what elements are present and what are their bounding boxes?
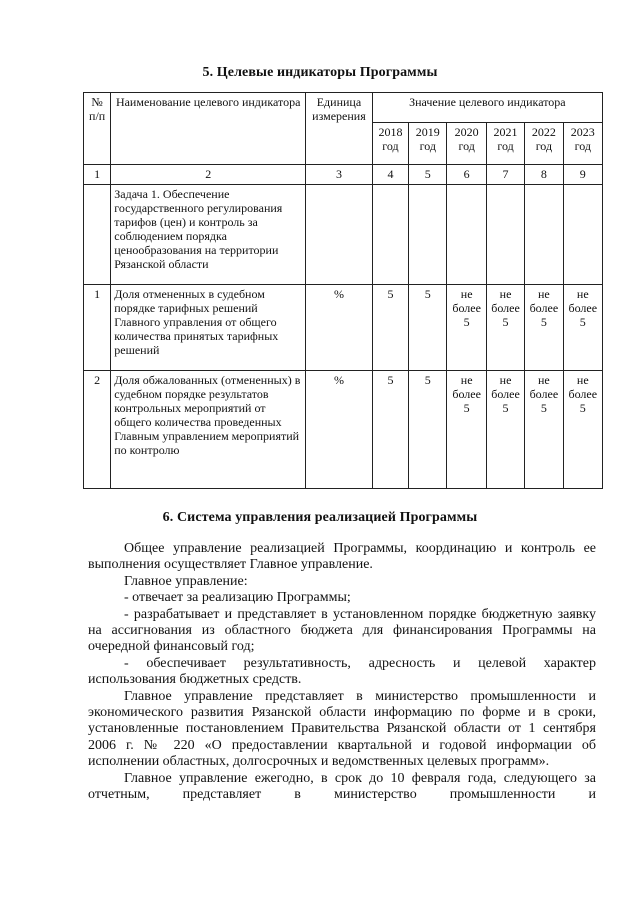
list-item: - отвечает за реализацию Программы; xyxy=(124,590,351,606)
col-number: 1 xyxy=(84,165,111,185)
row-value-2022: не более 5 xyxy=(525,371,563,489)
header-year-2023: 2023 год xyxy=(563,123,602,165)
col-number: 6 xyxy=(447,165,486,185)
header-value: Значение целевого индикатора xyxy=(372,93,602,123)
row-value-2023: не более 5 xyxy=(563,371,602,489)
header-unit: Единица измерения xyxy=(306,93,373,165)
row-num: 1 xyxy=(84,285,111,371)
row-unit: % xyxy=(306,285,373,371)
column-number-row xyxy=(84,165,603,185)
header-name: Наименование целевого индикатора xyxy=(111,93,306,165)
row-value-2018: 5 xyxy=(372,285,408,371)
header-year-2021: 2021 год xyxy=(486,123,524,165)
indicators-table xyxy=(83,92,603,489)
row-name: Доля обжалованных (отмененных) в судебном порядке результатов контрольных мероприятий от общего количества проведенных Главным управлением мероприятий по контролю xyxy=(111,371,306,489)
task-row xyxy=(84,185,603,285)
table-row xyxy=(84,371,603,489)
header-year-2022: 2022 год xyxy=(525,123,563,165)
list-item: - разрабатывает и представляет в установленном порядке бюджетную заявку на ассигнования из областного бюджета для финансирования Программы на очередной финансовый год; xyxy=(88,606,596,655)
table-row xyxy=(84,285,603,371)
col-number: 2 xyxy=(111,165,306,185)
col-number: 9 xyxy=(563,165,602,185)
row-value-2021: не более 5 xyxy=(486,371,524,489)
paragraph: Главное управление: xyxy=(124,573,248,589)
header-year-2018: 2018 год xyxy=(372,123,408,165)
row-value-2023: не более 5 xyxy=(563,285,602,371)
header-year-2019: 2019 год xyxy=(409,123,447,165)
col-number: 3 xyxy=(306,165,373,185)
paragraph: Общее управление реализацией Программы, координацию и контроль ее выполнения осуществляет Главное управление. xyxy=(88,541,596,573)
row-value-2020: не более 5 xyxy=(447,285,486,371)
row-value-2019: 5 xyxy=(409,371,447,489)
section-6-body xyxy=(88,541,596,804)
col-number: 8 xyxy=(525,165,563,185)
header-num: № п/п xyxy=(84,93,111,165)
paragraph: Главное управление ежегодно, в срок до 10 февраля года, следующего за отчетным, представляет в министерство промышленности и xyxy=(88,770,596,803)
row-value-2018: 5 xyxy=(372,371,408,489)
col-number: 7 xyxy=(486,165,524,185)
list-item: - обеспечивает результативность, адресность и целевой характер использования бюджетных средств. xyxy=(88,655,596,688)
row-name: Доля отмененных в судебном порядке тарифных решений Главного управления от общего количества принятых тарифных решений xyxy=(111,285,306,371)
section-5-title: 5. Целевые индикаторы Программы xyxy=(202,65,438,80)
row-value-2022: не более 5 xyxy=(525,285,563,371)
col-number: 4 xyxy=(372,165,408,185)
row-value-2021: не более 5 xyxy=(486,285,524,371)
row-num: 2 xyxy=(84,371,111,489)
header-year-2020: 2020 год xyxy=(447,123,486,165)
row-value-2020: не более 5 xyxy=(447,371,486,489)
col-number: 5 xyxy=(409,165,447,185)
task-text: Задача 1. Обеспечение государственного регулирования тарифов (цен) и контроль за соблюдением порядка ценообразования на территории Рязанской области xyxy=(111,185,306,285)
section-6-title: 6. Система управления реализацией Программы xyxy=(162,510,478,525)
row-value-2019: 5 xyxy=(409,285,447,371)
row-unit: % xyxy=(306,371,373,489)
paragraph: Главное управление представляет в министерство промышленности и экономического развития Рязанской области информацию по форме и в сроки, установленные постановлением Правительства Рязанской области от 1 сентября 2006 г. № 220 «О предоставлении квартальной и годовой информации об исполнении областных, долгосрочных и ведомственных целевых программ». xyxy=(88,688,596,770)
